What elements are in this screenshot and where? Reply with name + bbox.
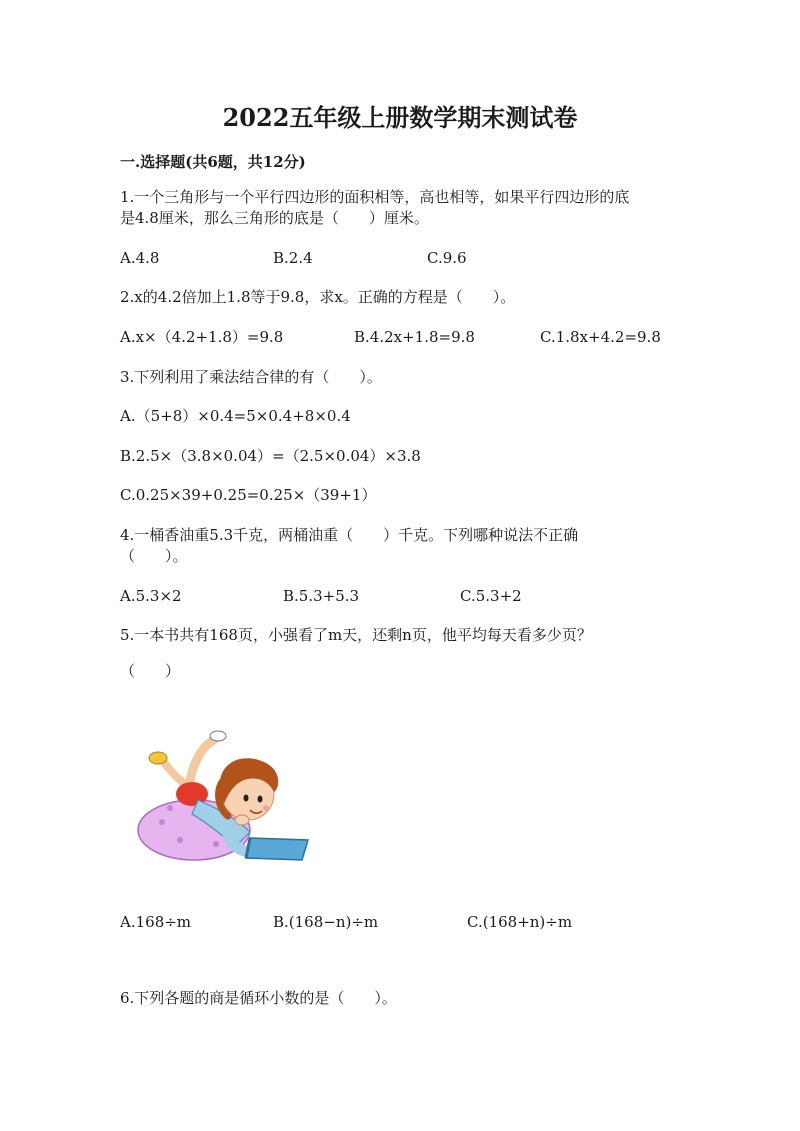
child-reading-book-icon — [132, 722, 318, 870]
section-heading: 一.选择题(共6题，共12分) — [120, 153, 306, 171]
question-4-option-a: A.5.3×2 — [120, 587, 182, 605]
question-1-option-c: C.9.6 — [427, 249, 467, 267]
question-4-option-b: B.5.3+5.3 — [283, 587, 360, 605]
question-3-option-b: B.2.5×（3.8×0.04）=（2.5×0.04）×3.8 — [120, 447, 421, 465]
question-4-option-c: C.5.3+2 — [460, 587, 522, 605]
question-3-line-1: 3.下列利用了乘法结合律的有（ ）。 — [120, 368, 382, 386]
question-2-option-b: B.4.2x+1.8=9.8 — [354, 328, 475, 346]
question-5-line-2: （ ） — [120, 662, 181, 680]
question-5-option-c: C.(168+n)÷m — [467, 913, 573, 931]
question-3-option-c: C.0.25×39+0.25=0.25×（39+1） — [120, 486, 377, 504]
question-5-option-a: A.168÷m — [120, 913, 192, 931]
question-1-line-2: 是4.8厘米，那么三角形的底是（ ）厘米。 — [120, 209, 429, 227]
question-4-line-1: 4.一桶香油重5.3千克，两桶油重（ ）千克。下列哪种说法不正确 — [120, 526, 579, 544]
question-3-option-a: A.（5+8）×0.4=5×0.4+8×0.4 — [120, 407, 351, 425]
question-5-line-1: 5.一本书共有168页，小强看了m天，还剩n页，他平均每天看多少页？ — [120, 626, 592, 644]
question-2-option-a: A.x×（4.2+1.8）=9.8 — [120, 328, 284, 346]
question-1-option-b: B.2.4 — [273, 249, 313, 267]
page-title: 2022五年级上册数学期末测试卷 — [222, 103, 578, 132]
question-1-option-a: A.4.8 — [120, 249, 160, 267]
question-2-option-c: C.1.8x+4.2=9.8 — [540, 328, 661, 346]
question-1-line-1: 1.一个三角形与一个平行四边形的面积相等，高也相等，如果平行四边形的底 — [120, 188, 630, 206]
question-4-line-2: （ ）。 — [120, 547, 188, 565]
child-reading-illustration — [132, 722, 318, 870]
question-5-option-b: B.(168−n)÷m — [273, 913, 379, 931]
question-6-line-1: 6.下列各题的商是循环小数的是（ ）。 — [120, 989, 397, 1007]
question-2-line-1: 2.x的4.2倍加上1.8等于9.8，求x。正确的方程是（ ）。 — [120, 288, 516, 306]
